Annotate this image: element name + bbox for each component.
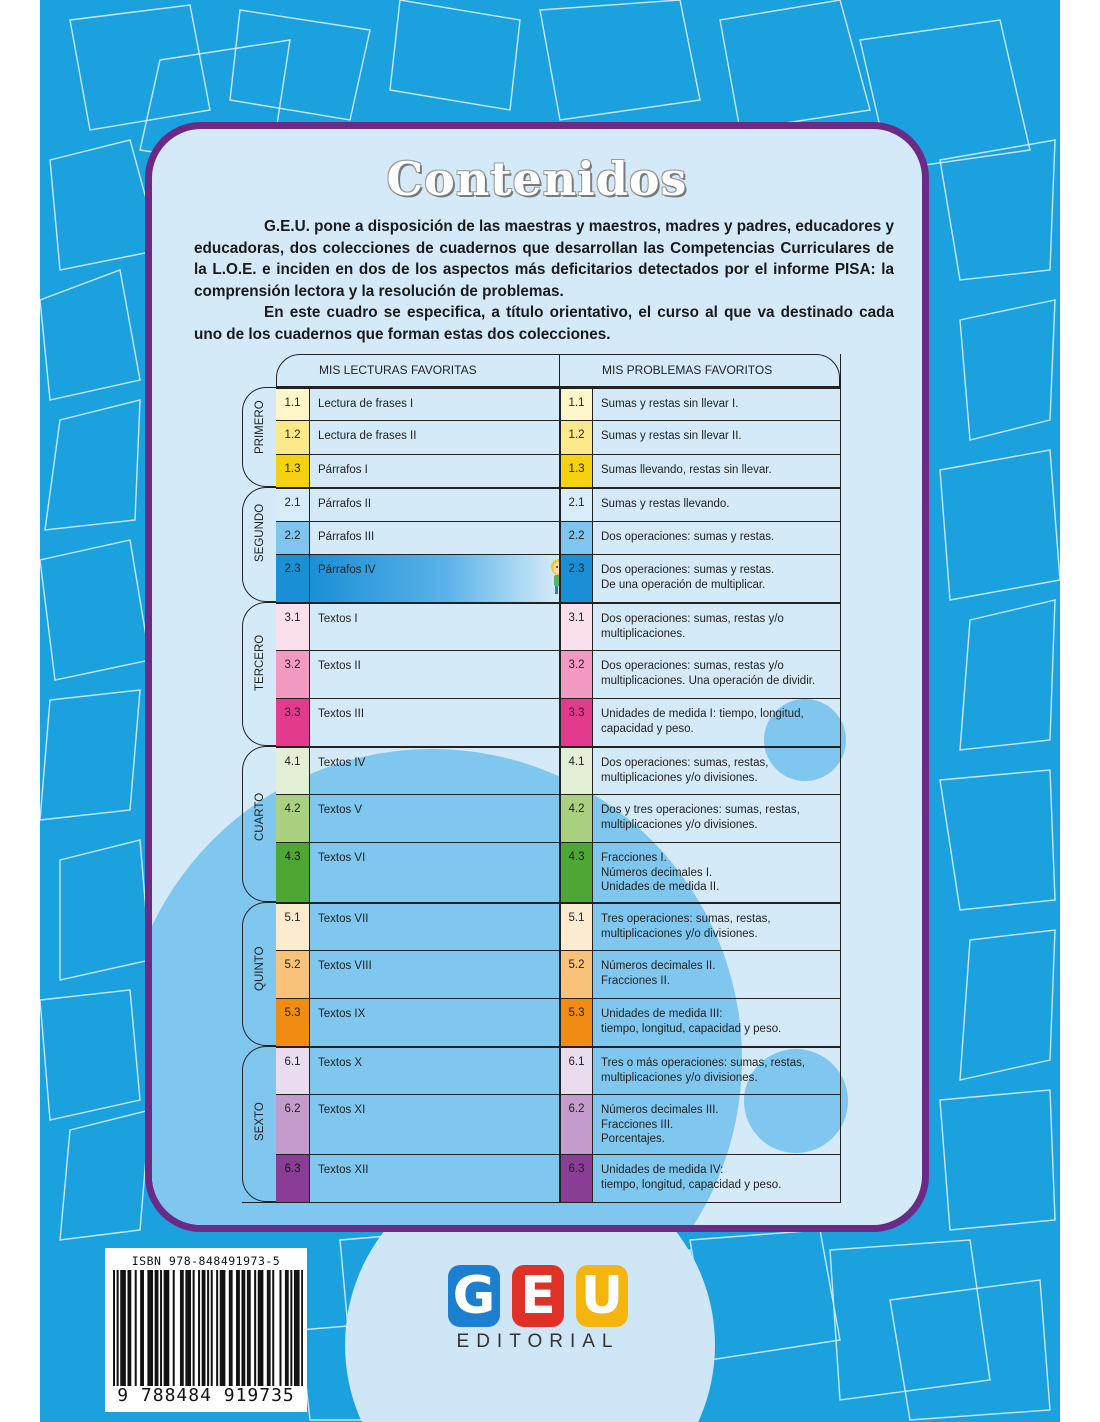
barcode-icon: [113, 1270, 303, 1386]
problema-title: Sumas y restas sin llevar I.: [601, 398, 739, 410]
book-code: 2.1: [559, 489, 593, 521]
cover-background: [40, 0, 1060, 1422]
lectura-title: Párrafos I: [318, 464, 368, 476]
table-row: [276, 1094, 840, 1154]
book-code: 6.3: [276, 1155, 310, 1202]
lectura-title: Párrafos III: [318, 531, 375, 543]
header-divider: [559, 355, 560, 388]
column-header-problemas: MIS PROBLEMAS FAVORITOS: [602, 363, 773, 377]
table-row: [276, 1046, 840, 1094]
isbn-number: ISBN 978-848491973-5: [131, 1254, 281, 1268]
book-code: 6.1: [276, 1048, 310, 1094]
intro-paragraph: En este cuadro se especifica, a título orientativo, el curso al que va destinado cada uno de los cuadernos que forman estas dos colecciones.: [194, 304, 894, 343]
problema-title: Dos operaciones: sumas y restas. De una operación de multiplicar.: [601, 564, 775, 591]
problema-title: Sumas llevando, restas sin llevar.: [601, 464, 772, 476]
logo-letter: G: [448, 1265, 500, 1327]
contents-table: [242, 354, 841, 1203]
book-code: 1.2: [559, 421, 593, 454]
grade-label: TERCERO: [254, 634, 266, 691]
grade-group: [242, 746, 276, 902]
book-code: 3.3: [276, 699, 310, 746]
book-code: 5.3: [559, 999, 593, 1046]
grade-group: [242, 902, 276, 1046]
table-row: [276, 521, 840, 554]
book-code: 4.1: [559, 748, 593, 794]
logo-subtitle: EDITORIAL: [456, 1331, 620, 1352]
logo-letter: E: [512, 1265, 564, 1327]
book-code: 3.1: [559, 604, 593, 650]
problema-title: Tres operaciones: sumas, restas, multiplicaciones y/o divisiones.: [601, 913, 771, 940]
problema-title: Unidades de medida I: tiempo, longitud, capacidad y peso.: [601, 708, 804, 735]
grade-label: PRIMERO: [254, 400, 266, 454]
lectura-title: Párrafos IV: [318, 564, 376, 576]
problema-title: Tres o más operaciones: sumas, restas, multiplicaciones y/o divisiones.: [601, 1057, 806, 1084]
table-row: [276, 387, 840, 420]
book-code: 6.2: [559, 1095, 593, 1154]
grade-label: CUARTO: [254, 792, 266, 841]
book-code: 2.1: [276, 489, 310, 521]
problema-title: Dos operaciones: sumas y restas.: [601, 531, 775, 543]
lectura-title: Textos VI: [318, 852, 366, 864]
table-row: [276, 902, 840, 950]
grade-label: SEXTO: [254, 1102, 266, 1141]
intro-paragraph: G.E.U. pone a disposición de las maestras y maestros, madres y padres, educadores y educadoras, dos colecciones de cuadernos que desarrollan las Competencias Curriculares de la L.O.E. e inciden en dos de los aspectos más deficitarios detectados por el informe PISA: la comprensión lectora y la resolución de problemas.: [194, 218, 894, 300]
grade-group: [242, 487, 276, 602]
lectura-title: Textos IX: [318, 1008, 366, 1020]
problema-title: Unidades de medida III: tiempo, longitud, capacidad y peso.: [601, 1008, 782, 1035]
lectura-title: Textos III: [318, 708, 365, 720]
book-code: 6.2: [276, 1095, 310, 1154]
table-row: [276, 487, 840, 521]
book-code: 5.2: [276, 951, 310, 998]
grade-label: SEGUNDO: [254, 503, 266, 562]
problema-title: Números decimales III. Fracciones III. Porcentajes.: [601, 1104, 719, 1145]
book-code: 5.1: [559, 904, 593, 950]
barcode-block: [105, 1248, 307, 1412]
table-row: [276, 602, 840, 650]
book-code: 3.3: [559, 699, 593, 746]
grade-group: [242, 387, 276, 487]
book-code: 1.2: [276, 421, 310, 454]
lectura-title: Textos IV: [318, 757, 366, 769]
table-row: [276, 794, 840, 842]
book-code: 4.3: [276, 843, 310, 902]
table-row: [276, 698, 840, 746]
lectura-title: Textos XII: [318, 1164, 369, 1176]
book-code: 6.1: [559, 1048, 593, 1094]
table-row: [276, 1154, 840, 1202]
lectura-title: Párrafos II: [318, 498, 372, 510]
logo-letter: U: [576, 1265, 628, 1327]
grade-label: QUINTO: [254, 946, 266, 991]
lectura-title: Lectura de frases I: [318, 398, 414, 410]
problema-title: Dos operaciones: sumas, restas y/o multiplicaciones.: [601, 613, 784, 640]
problema-title: Fracciones I. Números decimales I. Unidades de medida II.: [601, 852, 720, 893]
geu-logo: [448, 1265, 628, 1365]
book-code: 2.3: [559, 555, 593, 602]
problema-title: Sumas y restas sin llevar II.: [601, 430, 742, 442]
lectura-title: Textos XI: [318, 1104, 366, 1116]
problema-title: Sumas y restas llevando.: [601, 498, 730, 510]
book-code: 1.1: [559, 389, 593, 420]
book-code: 3.2: [559, 651, 593, 698]
table-row: [276, 454, 840, 487]
problema-title: Dos y tres operaciones: sumas, restas, multiplicaciones y/o divisiones.: [601, 804, 800, 831]
problema-title: Dos operaciones: sumas, restas y/o multiplicaciones. Una operación de dividir.: [601, 660, 816, 687]
grade-group: [242, 1046, 276, 1202]
book-code: 3.2: [276, 651, 310, 698]
book-code: 5.3: [276, 999, 310, 1046]
lectura-title: Lectura de frases II: [318, 430, 417, 442]
book-code: 5.2: [559, 951, 593, 998]
problema-title: Números decimales II. Fracciones II.: [601, 960, 716, 987]
intro-text: [194, 216, 894, 345]
book-code: 1.3: [559, 455, 593, 487]
book-code: 2.3: [276, 555, 310, 602]
lectura-title: Textos II: [318, 660, 361, 672]
table-row: [276, 746, 840, 794]
problema-title: Unidades de medida IV: tiempo, longitud, capacidad y peso.: [601, 1164, 782, 1191]
table-row: [276, 650, 840, 698]
table-row: [276, 420, 840, 454]
book-code: 3.1: [276, 604, 310, 650]
book-code: 4.2: [559, 795, 593, 842]
column-header-lecturas: MIS LECTURAS FAVORITAS: [319, 363, 477, 377]
table-row: [276, 950, 840, 998]
lectura-title: Textos VIII: [318, 960, 372, 972]
table-row: [276, 842, 840, 902]
book-code: 6.3: [559, 1155, 593, 1202]
grade-group: [242, 602, 276, 746]
lectura-title: Textos I: [318, 613, 358, 625]
book-code: 5.1: [276, 904, 310, 950]
table-row: [276, 998, 840, 1046]
book-code: 2.2: [276, 522, 310, 554]
contents-panel: [145, 122, 929, 1232]
book-code: 1.1: [276, 389, 310, 420]
lectura-title: Textos VII: [318, 913, 369, 925]
problema-title: Dos operaciones: sumas, restas, multiplicaciones y/o divisiones.: [601, 757, 769, 784]
table-header: [276, 354, 840, 387]
book-code: 2.2: [559, 522, 593, 554]
lectura-title: Textos V: [318, 804, 363, 816]
book-code: 4.1: [276, 748, 310, 794]
book-code: 1.3: [276, 455, 310, 487]
page-title: Contenidos: [386, 152, 688, 206]
book-code: 4.3: [559, 843, 593, 902]
lectura-title: Textos X: [318, 1057, 363, 1069]
book-code: 4.2: [276, 795, 310, 842]
ean-number: 9 788484 919735: [117, 1385, 295, 1406]
table-row: [276, 554, 840, 602]
